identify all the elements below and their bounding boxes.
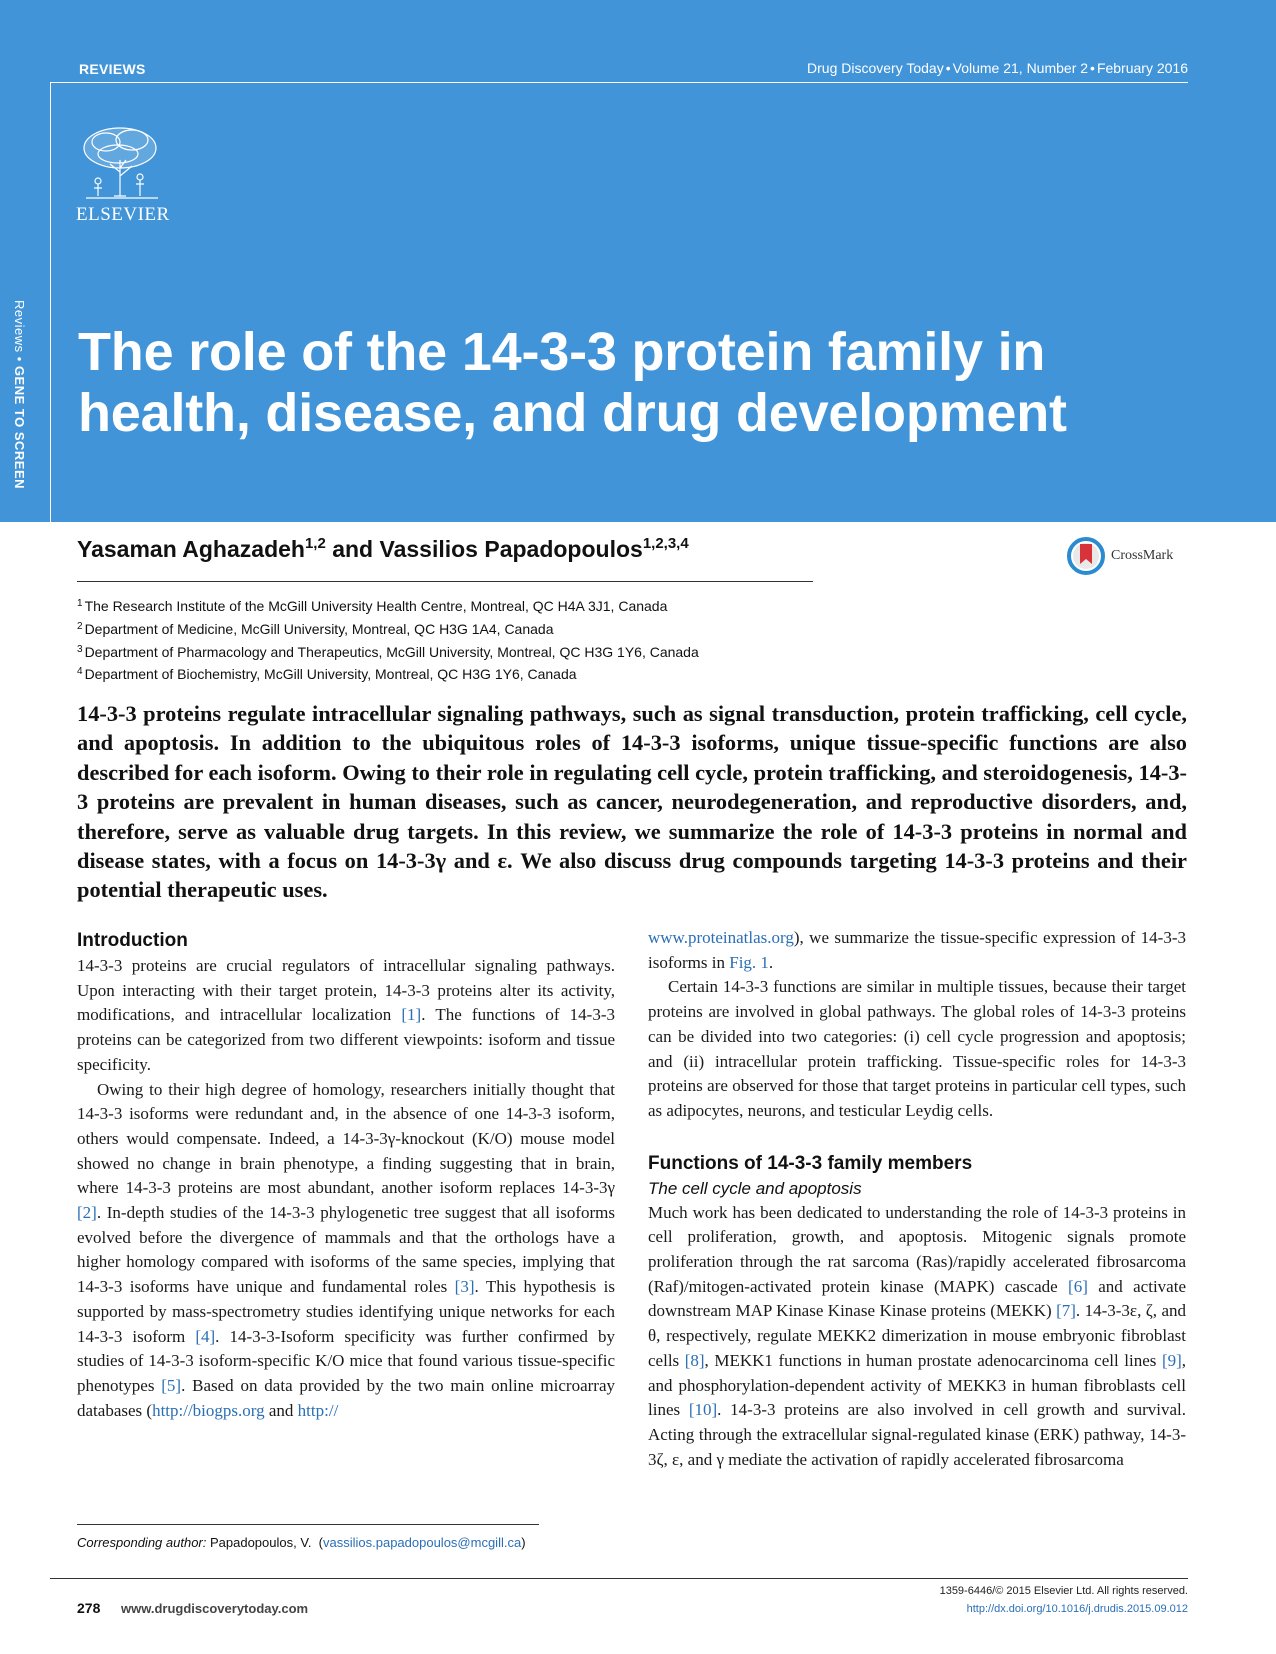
side-subcategory: GENE TO SCREEN — [12, 365, 27, 489]
copyright-line: 1359-6446/© 2015 Elsevier Ltd. All rights reserved. — [939, 1585, 1188, 1597]
elsevier-logo — [76, 124, 168, 226]
paragraph-text: , and phosphorylation-dependent activity of MEKK3 in human fibroblasts cell lines — [648, 1350, 1187, 1420]
citation-link[interactable]: [9] — [1161, 1350, 1182, 1370]
author-affil-marker: 1,2,3,4 — [642, 535, 689, 552]
author-name: Vassilios Papadopoulos — [379, 536, 643, 562]
affiliation-number: 2 — [77, 620, 83, 632]
author-name: Yasaman Aghazadeh — [77, 536, 305, 562]
paragraph-text: . 14-3-3-Isoform specificity was further confirmed by studies of 14-3-3 isoform-specific K/O mice that found various tissue-specific phenotypes — [77, 1326, 615, 1395]
corresponding-author-note: Corresponding author: Papadopoulos, V. (vassilios.papadopoulos@mcgill.ca) — [77, 1535, 526, 1550]
paragraph — [648, 926, 1186, 975]
doi-link[interactable]: http://dx.doi.org/10.1016/j.drudis.2015.09.012 — [966, 1603, 1188, 1615]
paragraph — [77, 1078, 615, 1424]
footnote-author: Papadopoulos, V. — [209, 1535, 312, 1550]
affiliation-number: 1 — [77, 598, 83, 609]
author-rule — [77, 581, 813, 582]
affiliation-text: The Research Institute of the McGill University Health Centre, Montreal, QC H4A 3J1, Canada — [84, 598, 668, 614]
affiliation-text: Department of Biochemistry, McGill University, Montreal, QC H3G 1Y6, Canada — [84, 666, 577, 683]
email-link[interactable]: vassilios.papadopoulos@mcgill.ca — [323, 1535, 522, 1550]
page-number: 278 — [77, 1600, 101, 1616]
citation-link[interactable]: [6] — [1068, 1276, 1088, 1296]
paragraph-text: and — [264, 1400, 298, 1420]
crossmark-icon — [1067, 537, 1105, 575]
url-link[interactable]: www.proteinatlas.org — [648, 928, 794, 947]
section-heading-functions: Functions of 14-3-3 family members — [648, 1152, 973, 1174]
separator-dot: • — [1090, 60, 1095, 76]
header-side-rule — [50, 82, 51, 522]
header-rule — [50, 82, 1188, 83]
paragraph-text: . — [768, 952, 774, 972]
journal-volume: Volume 21, Number 2 — [952, 60, 1089, 76]
paragraph-text: . 14-3-3 proteins are also involved in cell growth and survival. Acting through the extracellular signal-regulated kinase (ERK) pathway, 14-3-3ζ, ε, and γ mediate the activation of rapidly accelerated fibrosarcoma — [648, 1400, 1186, 1469]
article-title: The role of the 14-3-3 protein family in health, disease, and drug development — [78, 322, 1067, 443]
journal-site: www.drugdiscoverytoday.com — [121, 1601, 309, 1616]
footnote-label: Corresponding author: — [77, 1535, 207, 1550]
citation-link[interactable]: [10] — [688, 1400, 718, 1420]
author-affil-marker: 1,2 — [304, 535, 326, 552]
author-line — [77, 535, 689, 563]
figure-link[interactable]: Fig. 1 — [729, 952, 769, 972]
citation-link[interactable]: [7] — [1056, 1301, 1076, 1321]
paragraph-text: and activate downstream MAP Kinase Kinase Kinase proteins (MEKK) — [648, 1276, 1186, 1321]
section-gap — [648, 1124, 1186, 1151]
citation-link[interactable]: [1] — [401, 1005, 422, 1025]
citation-link[interactable]: [2] — [77, 1203, 97, 1223]
section-heading-introduction: Introduction — [77, 930, 188, 951]
paragraph-text: . In-depth studies of the 14-3-3 phylogenetic tree suggest that all isoforms evolved before the divergence of mammals and that the orthologs have a higher homology compared with isoforms of the same species, implying that 14-3-3 isoforms have unique and fundamental roles — [77, 1203, 615, 1297]
paragraph-text: Much work has been dedicated to understanding the role of 14-3-3 proteins in cell proliferation, growth, and apoptosis. Mitogenic signals promote proliferation through the rat sarcoma (Ras)/rapidly accelerated fibrosarcoma (Raf)/mitogen-activated protein kinase (MAPK) cascade — [648, 1202, 1186, 1296]
affiliation-list — [77, 594, 699, 685]
paragraph-text: , MEKK1 functions in human prostate adenocarcinoma cell lines — [704, 1350, 1162, 1370]
affiliation-number: 3 — [77, 643, 83, 655]
paragraph: Certain 14-3-3 functions are similar in multiple tissues, because their target proteins are involved in global pathways. The global roles of 14-3-3 proteins can be divided into two categories: (i) cell cycle progression and apoptosis; and (ii) intracellular protein trafficking. Tissue-specific roles for 14-3-3 proteins are observed for those that target proteins in particular cell types, such as adipocytes, neurons, and testicular Leydig cells. — [648, 977, 1186, 1120]
affiliation-text: Department of Pharmacology and Therapeutics, McGill University, Montreal, QC H3G 1Y6, Canada — [84, 643, 699, 660]
paragraph-text: . Based on data provided by the two main online microarray databases ( — [77, 1375, 616, 1420]
citation-link[interactable]: [4] — [195, 1326, 216, 1346]
crossmark-badge[interactable] — [1067, 537, 1173, 575]
tree-icon — [76, 124, 168, 202]
publisher-name: ELSEVIER — [76, 204, 170, 225]
paragraph-text: . This hypothesis is supported by mass-spectrometry studies identifying unique networks for each 14-3-3 isoform — [77, 1277, 615, 1346]
side-separator: • — [12, 356, 27, 362]
subsection-heading-cell-cycle: The cell cycle and apoptosis — [648, 1178, 862, 1198]
body-column-right — [648, 926, 1186, 1472]
paragraph — [77, 954, 615, 1078]
affiliation-item — [77, 594, 699, 617]
abstract: 14-3-3 proteins regulate intracellular signaling pathways, such as signal transduction, protein trafficking, cell cycle, and apoptosis. In addition to the ubiquitous roles of 14-3-3 isoforms, unique tissue-specific functions are also described for each isoform. Owing to their role in regulating cell cycle, protein trafficking, and steroidogenesis, 14-3-3 proteins are prevalent in human diseases, such as cancer, neurodegeneration, and reproductive disorders, and, therefore, serve as valuable drug targets. In this review, we summarize the role of 14-3-3 proteins in normal and disease states, with a focus on 14-3-3γ and ε. We also discuss drug compounds targeting 14-3-3 proteins and their potential therapeutic uses. — [77, 701, 1187, 903]
running-head-section: REVIEWS — [79, 61, 146, 77]
body-column-left — [77, 928, 615, 1423]
affiliation-text: Department of Medicine, McGill University, Montreal, QC H3G 1A4, Canada — [84, 620, 554, 637]
citation-link[interactable]: [3] — [454, 1277, 475, 1297]
journal-date: February 2016 — [1096, 60, 1188, 76]
affiliation-item — [77, 617, 699, 640]
affiliation-number: 4 — [77, 666, 83, 678]
paragraph-text: ), we summarize the tissue-specific expression of 14-3-3 isoforms in — [648, 928, 1186, 972]
citation-link[interactable]: [8] — [684, 1350, 705, 1370]
crossmark-label: CrossMark — [1111, 548, 1174, 563]
affiliation-item — [77, 662, 699, 685]
paragraph-text: . The functions of 14-3-3 proteins can be categorized from two different viewpoints: isoform and tissue specificity. — [77, 1005, 615, 1074]
affiliation-item — [77, 640, 699, 663]
paragraph-text: 14-3-3 proteins are crucial regulators of intracellular signaling pathways. Upon interacting with their target protein, 14-3-3 proteins alter its activity, modifications, and intracellular localization — [77, 956, 615, 1025]
side-category-tab — [12, 300, 27, 489]
url-link[interactable]: http://biogps.org — [152, 1400, 265, 1420]
footnote-rule — [77, 1524, 539, 1525]
footer-rule — [50, 1578, 1188, 1579]
separator-dot: • — [945, 60, 951, 76]
url-link[interactable]: http:// — [297, 1400, 339, 1420]
running-head-journal — [807, 60, 1188, 76]
journal-name: Drug Discovery Today — [807, 60, 944, 76]
citation-link[interactable]: [5] — [161, 1375, 182, 1395]
paragraph — [648, 1201, 1186, 1473]
side-category: Reviews — [12, 300, 27, 353]
paragraph-text: Owing to their high degree of homology, researchers initially thought that 14-3-3 isoforms were redundant and, in the absence of one 14-3-3 isoform, others would compensate. Indeed, a 14-3-3γ-knockout (K/O) mouse model showed no change in brain phenotype, a finding suggesting that in brain, where 14-3-3 proteins are most abundant, another isoform replaces 14-3-3γ — [77, 1079, 615, 1198]
paragraph-text: . 14-3-3ε, ζ, and θ, respectively, regulate MEKK2 dimerization in mouse embryonic fibroblast cells — [648, 1301, 1187, 1370]
author-join: and — [332, 536, 374, 562]
